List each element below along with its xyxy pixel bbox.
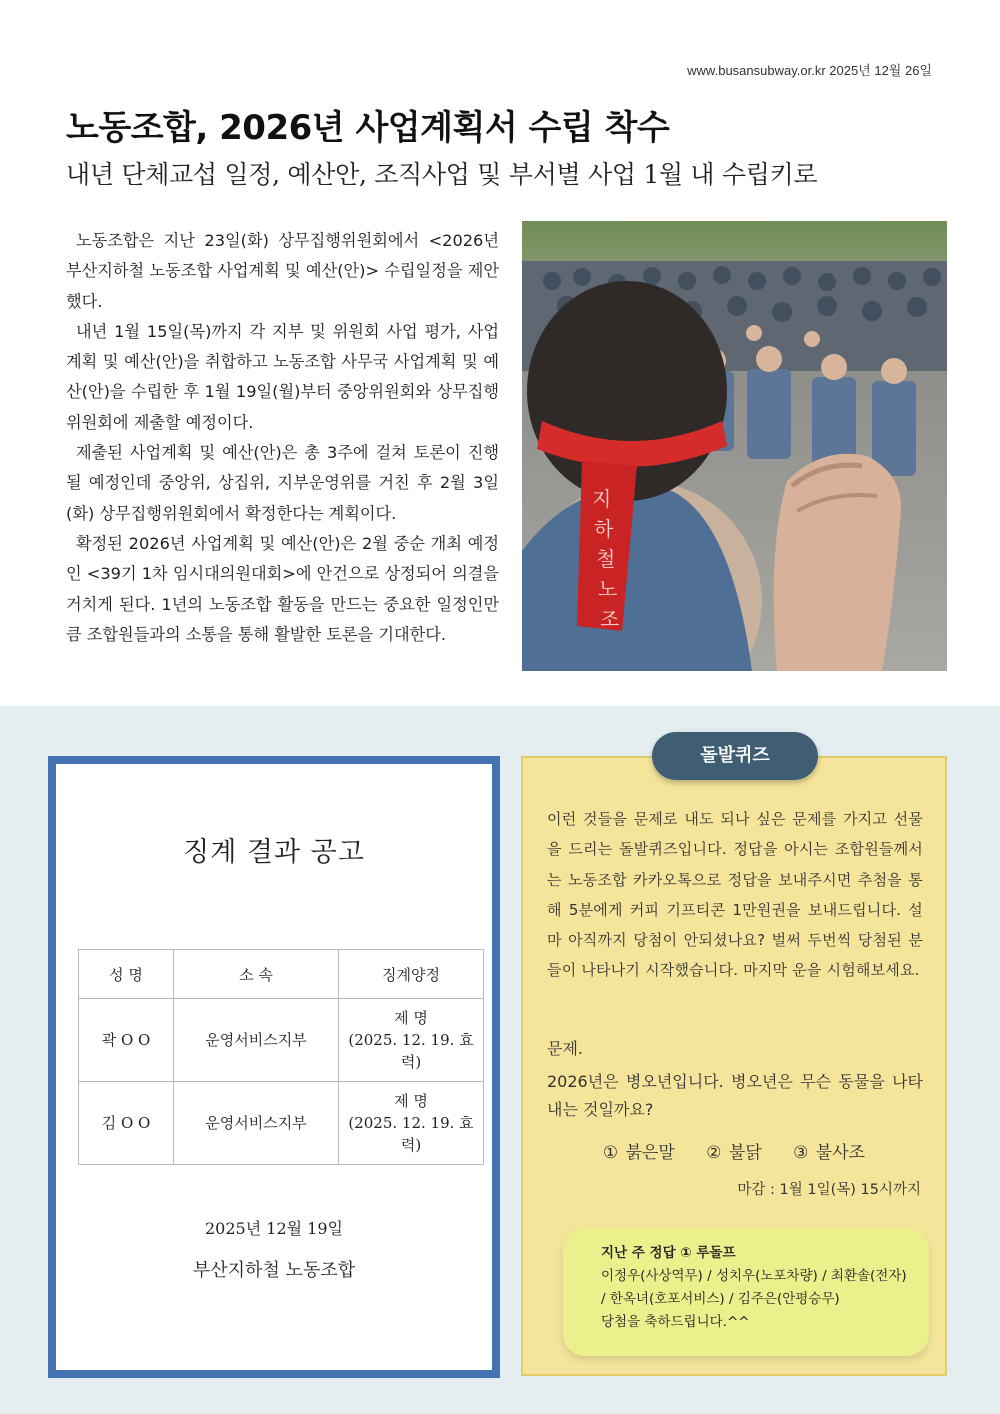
- quiz-deadline: 마감 : 1월 1일(목) 15시까지: [737, 1182, 921, 1198]
- question-label: 문제.: [547, 1039, 583, 1058]
- penalty-text: 제 명: [394, 1092, 428, 1110]
- name-cell: 곽 O O: [79, 999, 174, 1082]
- penalty-cell: [339, 1082, 484, 1165]
- notice-organization: 부산지하철 노동조합: [192, 1260, 356, 1281]
- effective-date: (2025. 12. 19. 효력): [348, 1114, 474, 1154]
- article-paragraph: 노동조합은 지난 23일(화) 상무집행위원회에서 <2026년 부산지하철 노동조합 사업계획 및 예산(안)> 수립일정을 제안했다.: [66, 231, 499, 311]
- quiz-badge: 돌발퀴즈: [652, 732, 818, 780]
- headline: 노동조합, 2026년 사업계획서 수립 착수: [66, 108, 670, 148]
- column-header: 소 속: [174, 950, 339, 999]
- article-body: [66, 226, 499, 650]
- winners-box: [563, 1228, 929, 1356]
- headband-char: 철: [596, 547, 616, 571]
- notice-date: 2025년 12월 19일: [205, 1219, 343, 1238]
- article-paragraph: 제출된 사업계획 및 예산(안)은 총 3주에 걸쳐 토론이 진행될 예정인데 중앙위, 상집위, 지부운영위를 거친 후 2월 3일(화) 상무집행위원회에서 확정한다는 계획이다.: [66, 443, 499, 523]
- article-section: [0, 0, 1000, 706]
- name-cell: 김 O O: [79, 1082, 174, 1165]
- table-header-row: [79, 950, 484, 999]
- winners-line: / 한옥녀(호포서비스) / 김주은(안평승무): [601, 1291, 840, 1307]
- quiz-intro: 이런 것들을 문제로 내도 되나 싶은 문제를 가지고 선물을 드리는 돌발퀴즈입니다. 정답을 아시는 조합원들께서는 노동조합 카카오톡으로 정답을 보내주시면 추첨을 통해 5분에게 커피 기프티콘 1만원권을 보내드립니다. 설마 아직까지 당첨이 안되셨나요? 벌써 두번씩 당첨된 분들이 나타나기 시작했습니다. 마지막 운을 시험해보세요.: [547, 810, 923, 980]
- article-paragraph: 확정된 2026년 사업계획 및 예산(안)은 2월 중순 개최 예정인 <39기 1차 임시대의원대회>에 안건으로 상정되어 의결을 거치게 된다. 1년의 노동조합 활동을 만드는 중요한 일정인만큼 조합원들과의 소통을 통해 활발한 토론을 기대한다.: [66, 533, 499, 644]
- column-header: 성 명: [79, 950, 174, 999]
- headband-char: 조: [600, 607, 620, 631]
- headband-char: 노: [598, 577, 618, 601]
- disciplinary-notice: [48, 756, 500, 1378]
- union-rally-photo: [522, 221, 947, 671]
- article-paragraph: 내년 1월 15일(목)까지 각 지부 및 위원회 사업 평가, 사업계획 및 예산(안)을 취합하고 노동조합 사무국 사업계획 및 예산(안)을 수립한 후 1월 19일(월)부터 중앙위원회와 상무집행위원회에 제출할 예정이다.: [66, 321, 499, 432]
- winners-title: 지난 주 정답 ① 루돌프: [601, 1245, 736, 1261]
- effective-date: (2025. 12. 19. 효력): [348, 1031, 474, 1071]
- quiz-panel: [521, 756, 947, 1376]
- answer-options: [523, 1138, 945, 1163]
- dept-cell: 운영서비스지부: [174, 1082, 339, 1165]
- column-header: 징계양정: [339, 950, 484, 999]
- dept-cell: 운영서비스지부: [174, 999, 339, 1082]
- notice-title: 징계 결과 공고: [183, 837, 365, 868]
- rally-photo-illustration: [522, 221, 947, 671]
- subheadline: 내년 단체교섭 일정, 예산안, 조직사업 및 부서별 사업 1월 내 수립키로: [66, 160, 818, 189]
- answer-option: ① 붉은말: [602, 1143, 675, 1163]
- answer-option: ③ 불사조: [793, 1143, 866, 1163]
- answer-option: ② 불닭: [706, 1143, 762, 1163]
- disciplinary-table: [78, 949, 484, 1165]
- site-date-line[interactable]: www.busansubway.or.kr 2025년 12월 26일: [687, 63, 932, 78]
- table-row: [79, 999, 484, 1082]
- penalty-cell: [339, 999, 484, 1082]
- winners-congrats: 당첨을 축하드립니다.^^: [601, 1314, 750, 1330]
- headband-char: 하: [594, 517, 614, 541]
- winners-line: 이정우(사상역무) / 성치우(노포차량) / 최환솔(전자): [601, 1268, 907, 1284]
- table-row: [79, 1082, 484, 1165]
- question-text: 2026년은 병오년입니다. 병오년은 무슨 동물을 나타내는 것일까요?: [547, 1072, 923, 1119]
- penalty-text: 제 명: [394, 1009, 428, 1027]
- headband-char: 지: [592, 487, 612, 511]
